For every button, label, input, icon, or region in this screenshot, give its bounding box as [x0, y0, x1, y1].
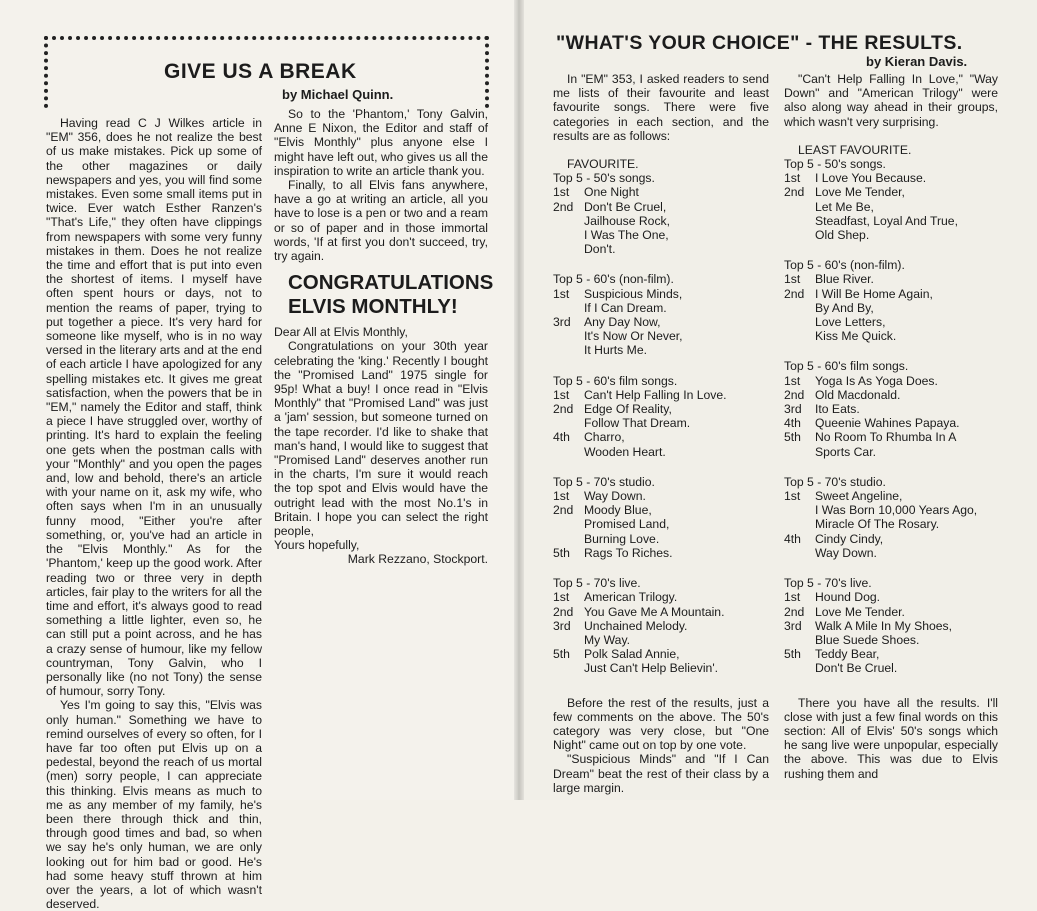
song-title: Kiss Me Quick. [815, 329, 897, 344]
right-column-1 [553, 72, 769, 795]
ranking-line [553, 343, 769, 357]
song-title: Cindy Cindy, [815, 531, 884, 546]
ranking-line [553, 388, 769, 402]
song-title: Walk A Mile In My Shoes, [815, 618, 953, 633]
song-title: I Love You Because. [815, 171, 927, 186]
rank-label: 3rd [784, 618, 802, 633]
song-title: Miracle Of The Rosary. [815, 517, 940, 532]
ranking-line [553, 546, 769, 560]
ranking-line [784, 287, 998, 301]
comments-paragraph-1: Before the rest of the results, just a few comments on the above. The 50's category was very close, but "One Night" came out on top by one vote. [553, 695, 769, 753]
rank-label: 5th [784, 430, 801, 445]
ranking-line [784, 430, 998, 444]
results-group [784, 258, 998, 343]
letter-title-line-1: CONGRATULATIONS [288, 271, 494, 295]
least-list [784, 157, 998, 676]
results-group [553, 475, 769, 560]
song-title: Old Macdonald. [815, 387, 901, 402]
rank-label: 1st [784, 489, 801, 504]
ranking-line [784, 532, 998, 546]
ranking-line [784, 445, 998, 459]
song-title: Queenie Wahines Papaya. [815, 416, 960, 431]
least-heading: LEAST FAVOURITE. [798, 142, 912, 157]
group-title: Top 5 - 60's film songs. [784, 359, 909, 374]
letter-closing: Yours hopefully, [274, 538, 360, 553]
ranking-line [553, 228, 769, 242]
ranking-line [784, 605, 998, 619]
song-title: Let Me Be, [815, 199, 874, 214]
article-paragraph-1: Having read C J Wilkes article in "EM" 356, does he not realize the best of us make mistakes. Pick up some of the other magazines or daily newspapers and yes, you will find some mistakes. Even some small items put in twice. Ever watch Esther Ranzen's "That's Life," they often have clippings from newspapers with some very funny mistakes in them. Does he not realize the time and effort that is put into even the shortest of items. I myself have often spent hours or days, not to mention the reams of paper, trying to put together a piece. It's very hard for someone like myself, who is in no way versed in the literary arts and at the end of each article I have apologized for any spelling mistakes etc. It gives me great satisfaction, when the powers that be in "EM," namely the Editor and staff, think a piece I have struggled over, worthy of printing. It's hard to explain the feeling one gets when the postman calls with your "Monthly" and you open the pages and, low and behold, there's an article with your name on it, ask my wife, who often says when I'm in an unusually funny mood, "Either you're after something, or, you've had an article in the "Elvis Monthly." As for the 'Phantom,' keep up the good work. After reading two or three very in depth articles, fair play to the writers for all the time and effort, it's always good to read something a little lighter, even so, he can still put a point across, and he has a crazy sense of humour, like my fellow countryman, Tony Galvin, who I personally like (no not Tony) the sense of humour, sorry Tony. [46, 116, 262, 699]
ranking-line [553, 200, 769, 214]
results-group [553, 576, 769, 675]
song-title: Can't Help Falling In Love. [584, 387, 727, 402]
page-gutter [514, 0, 524, 800]
ranking-line [553, 329, 769, 343]
song-title: Just Can't Help Believin'. [584, 661, 719, 676]
song-title: It Hurts Me. [584, 343, 647, 358]
ranking-line [784, 315, 998, 329]
group-title: Top 5 - 50's songs. [784, 157, 886, 172]
song-title: Hound Dog. [815, 590, 881, 605]
song-title: Polk Salad Annie, [584, 647, 680, 662]
rank-label: 1st [553, 286, 570, 301]
results-group [784, 576, 998, 675]
song-title: Unchained Melody. [584, 618, 688, 633]
ranking-line [784, 228, 998, 242]
rank-label: 1st [553, 590, 570, 605]
group-title: Top 5 - 70's live. [553, 576, 641, 591]
group-title: Top 5 - 60's (non-film). [784, 258, 905, 273]
ranking-line [784, 503, 998, 517]
rank-label: 5th [784, 647, 801, 662]
group-title: Top 5 - 70's live. [784, 576, 872, 591]
song-title: I Was The One, [584, 228, 669, 243]
article-paragraph-3: So to the 'Phantom,' Tony Galvin, Anne E Nixon, the Editor and staff of "Elvis Monthly" plus anyone else I might have left out, who gives us all the inspiration to write an article thank you. [274, 107, 488, 178]
ranking-line [553, 185, 769, 199]
rank-label: 5th [553, 545, 570, 560]
ranking-line [784, 661, 998, 675]
results-group [553, 374, 769, 459]
rank-label: 5th [553, 647, 570, 662]
ranking-line [553, 402, 769, 416]
letter-title-line-2: ELVIS MONTHLY! [288, 295, 458, 319]
ranking-line [553, 503, 769, 517]
song-title: Follow That Dream. [584, 416, 691, 431]
group-title: Top 5 - 50's songs. [553, 171, 655, 186]
song-title: By And By, [815, 300, 874, 315]
song-title: Promised Land, [584, 517, 670, 532]
article-paragraph-4: Finally, to all Elvis fans anywhere, have a go at writing an article, all you have to lose is a pen or two and a ream or so of paper and in those immortal words, 'If at first you don't succeed, try, try again. [274, 178, 488, 264]
ranking-line [553, 430, 769, 444]
song-title: Wooden Heart. [584, 444, 666, 459]
article-title: GIVE US A BREAK [164, 60, 357, 83]
song-title: American Trilogy. [584, 590, 678, 605]
ranking-line [784, 171, 998, 185]
ranking-line [784, 590, 998, 604]
song-title: Yoga Is As Yoga Does. [815, 373, 938, 388]
song-title: It's Now Or Never, [584, 329, 683, 344]
rank-label: 4th [784, 416, 801, 431]
song-title: Rags To Riches. [584, 545, 673, 560]
ranking-line [553, 416, 769, 430]
song-title: Old Shep. [815, 228, 870, 243]
song-title: I Will Be Home Again, [815, 286, 933, 301]
song-title: Charro, [584, 430, 625, 445]
song-title: Sports Car. [815, 444, 876, 459]
results-intro: In "EM" 353, I asked readers to send me lists of their favourite and least favourite songs. There were five categories in each section, and the results are as follows: [553, 72, 769, 143]
ranking-line [784, 517, 998, 531]
ranking-line [553, 214, 769, 228]
rank-label: 1st [784, 373, 801, 388]
ranking-line [784, 647, 998, 661]
rank-label: 2nd [784, 604, 805, 619]
song-title: Love Letters, [815, 315, 886, 330]
rank-label: 2nd [553, 503, 574, 518]
ranking-line [784, 374, 998, 388]
ranking-line [784, 402, 998, 416]
ranking-line [784, 633, 998, 647]
rank-label: 2nd [553, 402, 574, 417]
song-title: Any Day Now, [584, 315, 661, 330]
song-title: Way Down. [584, 489, 646, 504]
ranking-line [553, 242, 769, 256]
rank-label: 2nd [784, 286, 805, 301]
rank-label: 4th [553, 430, 570, 445]
ranking-line [784, 546, 998, 560]
results-group [784, 475, 998, 560]
song-title: Moody Blue, [584, 503, 652, 518]
song-title: Sweet Angeline, [815, 489, 903, 504]
ranking-line [553, 532, 769, 546]
ranking-line [553, 517, 769, 531]
group-title: Top 5 - 70's studio. [553, 474, 655, 489]
ranking-line [553, 605, 769, 619]
results-group [553, 171, 769, 256]
song-title: Don't Be Cruel, [584, 199, 667, 214]
group-title: Top 5 - 70's studio. [784, 474, 886, 489]
ranking-line [784, 489, 998, 503]
rank-label: 4th [784, 531, 801, 546]
ranking-line [553, 301, 769, 315]
ranking-line [553, 633, 769, 647]
rank-label: 1st [553, 185, 570, 200]
ranking-line [553, 489, 769, 503]
song-title: You Gave Me A Mountain. [584, 604, 725, 619]
song-title: I Was Born 10,000 Years Ago, [815, 503, 978, 518]
article-paragraph-2: Yes I'm going to say this, "Elvis was only human." Something we have to remind ourselves of every so often, for I have far too often put Elvis up on a pedestal, beyond the reach of us mortal (men) sorry people, I can appreciate this thinking. Elvis means as much to me as any member of my family, he's been there through thick and thin, through good times and bad, so when we say he's only human, we are only looking out for him bad or good. He's had some heavy stuff thrown at him over the years, a lot of which wasn't deserved. [46, 698, 262, 911]
song-title: Burning Love. [584, 531, 660, 546]
closing-paragraph: There you have all the results. I'll close with just a few final words on this section: All of Elvis' 50's songs which he sang live were unpopular, especially the above. This was due to Elvis rushing them and [784, 695, 998, 781]
ranking-line [784, 301, 998, 315]
left-column-2 [274, 107, 494, 567]
results-group [784, 157, 998, 242]
ranking-line [553, 647, 769, 661]
ranking-line [784, 185, 998, 199]
results-group [784, 359, 998, 458]
song-title: Love Me Tender. [815, 604, 905, 619]
rank-label: 2nd [784, 185, 805, 200]
ranking-line [553, 287, 769, 301]
letter-signature: Mark Rezzano, Stockport. [347, 552, 488, 567]
song-title: Blue Suede Shoes. [815, 632, 920, 647]
ranking-line [784, 388, 998, 402]
left-column-1 [46, 116, 262, 911]
ranking-line [784, 619, 998, 633]
song-title: Blue River. [815, 272, 874, 287]
right-column-2 [784, 72, 998, 781]
comments-paragraph-3: "Can't Help Falling In Love," "Way Down" and "American Trilogy" were also along way ahead in their groups, which wasn't very surprising. [784, 72, 998, 129]
song-title: If I Can Dream. [584, 300, 667, 315]
song-title: Teddy Bear, [815, 647, 880, 662]
song-title: Suspicious Minds, [584, 286, 683, 301]
rank-label: 2nd [784, 387, 805, 402]
ranking-line [784, 214, 998, 228]
song-title: Ito Eats. [815, 402, 860, 417]
rank-label: 2nd [553, 199, 574, 214]
song-title: Steadfast, Loyal And True, [815, 213, 958, 228]
rank-label: 1st [784, 590, 801, 605]
ranking-line [553, 661, 769, 675]
rank-label: 1st [784, 171, 801, 186]
song-title: No Room To Rhumba In A [815, 430, 957, 445]
ranking-line [784, 272, 998, 286]
rank-label: 1st [553, 387, 570, 402]
results-byline: by Kieran Davis. [866, 54, 968, 69]
rank-label: 1st [553, 489, 570, 504]
rank-label: 2nd [553, 604, 574, 619]
ranking-line [553, 445, 769, 459]
ranking-line [784, 329, 998, 343]
letter-body: Congratulations on your 30th year celebrating the 'king.' Recently I bought the "Promised Land" 1975 single for 95p! What a buy! I once read in "Elvis Monthly" that "Promised Land" was just a 'jam' session, but someone turned on the tape recorder. I'd like to shake that man's hand, I would like to suggest that "Promised Land" deserves another run in the charts, I'm sure it would reach the top spot and Elvis would have the outright lead with the most No.1's in Britain. I hope you can select the right people, [274, 339, 488, 539]
rank-label: 1st [784, 272, 801, 287]
favourite-heading: FAVOURITE. [567, 157, 639, 172]
song-title: Don't Be Cruel. [815, 661, 898, 676]
comments-paragraph-2: "Suspicious Minds" and "If I Can Dream" beat the rest of their class by a large margin. [553, 752, 769, 795]
song-title: Edge Of Reality, [584, 402, 672, 417]
rank-label: 3rd [784, 402, 802, 417]
favourite-list [553, 171, 769, 675]
ranking-line [784, 200, 998, 214]
song-title: My Way. [584, 632, 631, 647]
song-title: Way Down. [815, 545, 877, 560]
song-title: One Night [584, 185, 639, 200]
rank-label: 3rd [553, 315, 571, 330]
ranking-line [553, 619, 769, 633]
results-group [553, 272, 769, 357]
letter-opening: Dear All at Elvis Monthly, [274, 325, 408, 340]
song-title: Jailhouse Rock, [584, 213, 671, 228]
ranking-line [553, 315, 769, 329]
ranking-line [784, 416, 998, 430]
article-byline: by Michael Quinn. [282, 87, 394, 102]
ranking-line [553, 590, 769, 604]
rank-label: 3rd [553, 618, 571, 633]
song-title: Don't. [584, 242, 616, 257]
song-title: Love Me Tender, [815, 185, 905, 200]
group-title: Top 5 - 60's film songs. [553, 373, 678, 388]
group-title: Top 5 - 60's (non-film). [553, 272, 674, 287]
letter-heading [274, 271, 494, 319]
results-title: "WHAT'S YOUR CHOICE" - THE RESULTS. [556, 32, 963, 54]
